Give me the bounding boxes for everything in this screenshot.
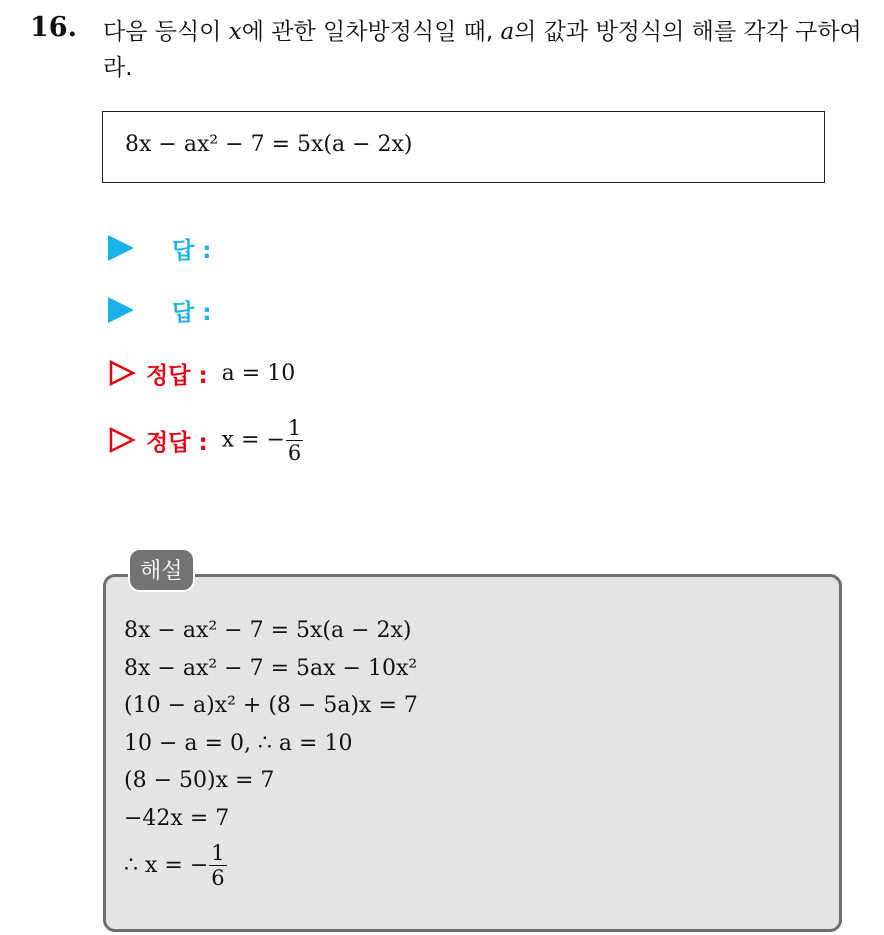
triangle-marker-icon (108, 297, 134, 323)
question-text-part1: 다음 등식이 (103, 19, 222, 45)
outline-triangle-icon (108, 359, 136, 387)
answer-label: 답 : (172, 299, 212, 326)
solution-final-prefix: ∴ x = − (124, 852, 209, 878)
fraction-numerator: 1 (287, 415, 302, 440)
question-text (103, 14, 873, 86)
question-text-part3: 의 값과 방정식의 해를 각각 구하여라. (103, 19, 862, 81)
fraction-denominator: 6 (287, 440, 302, 465)
correct-label: 정답 : (146, 362, 208, 389)
answer-label: 답 : (172, 237, 212, 264)
outline-triangle-icon (108, 426, 136, 454)
solution-line: (10 − a)x² + (8 − 5a)x = 7 (124, 693, 418, 719)
fraction (209, 841, 226, 890)
fraction-denominator: 6 (211, 865, 225, 890)
equation-box (102, 111, 825, 183)
solution-line: (8 − 50)x = 7 (124, 768, 275, 794)
equation-text: 8x − ax² − 7 = 5x(a − 2x) (125, 132, 413, 157)
correct-value: a = 10 (221, 360, 296, 386)
solution-line: 10 − a = 0, ∴ a = 10 (124, 730, 353, 756)
solution-line: −42x = 7 (124, 805, 230, 831)
correct-answer-row-2 (108, 412, 304, 468)
fraction-numerator: 1 (211, 840, 225, 865)
correct-value-prefix: x = − (221, 427, 285, 452)
solution-line: 8x − ax² − 7 = 5ax − 10x² (124, 655, 418, 681)
correct-answer-row-1 (108, 353, 295, 393)
triangle-marker-icon (108, 235, 134, 261)
correct-label: 정답 : (146, 429, 208, 456)
solution-lines (124, 612, 418, 893)
variable-a: a (500, 19, 515, 45)
question-text-part2: 에 관한 일차방정식일 때, (241, 19, 494, 45)
solution-final-line (124, 837, 418, 893)
question-number: 16. (30, 12, 77, 43)
correct-value (222, 416, 305, 465)
solution-tab: 해설 (128, 548, 195, 592)
solution-line: 8x − ax² − 7 = 5x(a − 2x) (124, 618, 412, 644)
variable-x: x (228, 19, 242, 45)
answer-row-1 (108, 228, 211, 268)
fraction (286, 416, 303, 465)
answer-row-2 (108, 290, 211, 330)
